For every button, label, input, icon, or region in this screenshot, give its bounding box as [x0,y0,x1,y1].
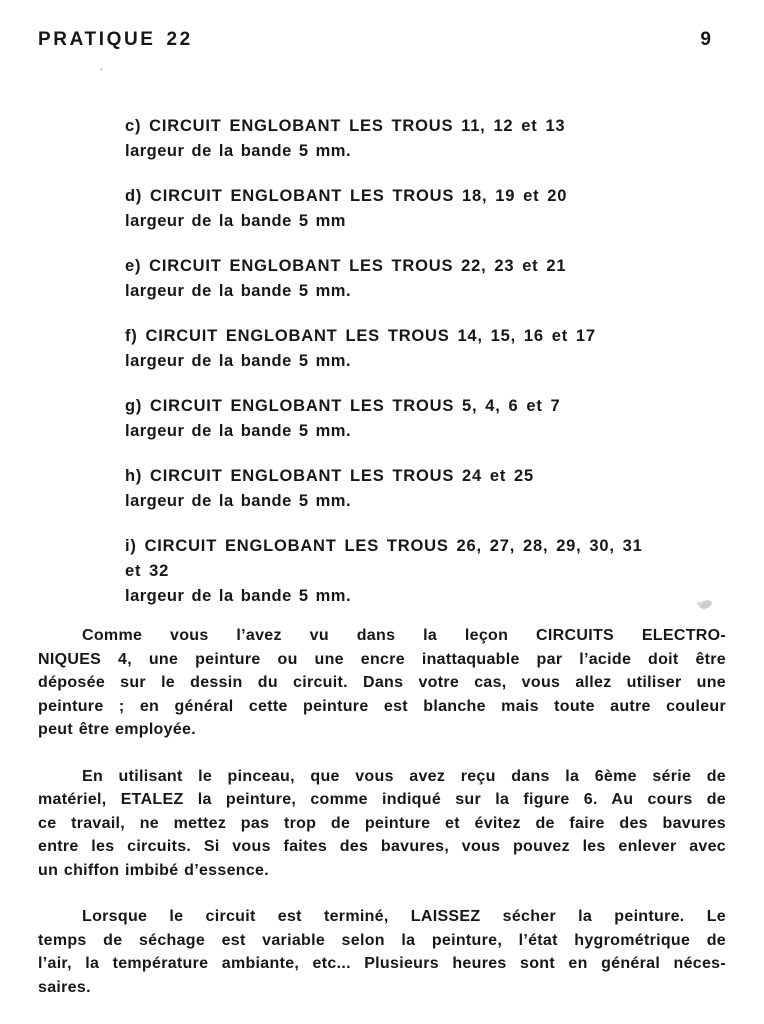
circuit-item-label: g) CIRCUIT ENGLOBANT LES TROUS 5, 4, 6 et 7 [125,397,561,415]
circuit-item-i [125,534,729,609]
circuit-item-d [125,184,729,234]
paragraph-drying: Lorsque le circuit est terminé, LAISSEZ sécher la peinture. Le temps de séchage est variable selon la peinture, l’état hygrométrique de l’air, la température ambiante, etc... Plusieurs heures sont en général néces- saires. [38,908,726,996]
circuit-list [125,114,729,609]
circuit-item-e [125,254,729,304]
circuit-item-h [125,464,729,514]
band-width-note: largeur de la bande 5 mm. [125,422,352,440]
circuit-item-label: e) CIRCUIT ENGLOBANT LES TROUS 22, 23 et 21 [125,257,567,275]
band-width-note: largeur de la bande 5 mm. [125,587,352,605]
band-width-note: largeur de la bande 5 mm. [125,142,352,160]
circuit-item-c [125,114,729,164]
paragraph-painting-intro: Comme vous l’avez vu dans la leçon CIRCUITS ELECTRO- NIQUES 4, une peinture ou une encre inattaquable par l’acide doit être déposée sur le dessin du circuit. Dans votre cas, vous allez utiliser une peinture ; en général cette peinture est blanche mais toute autre couleur peut être employée. [38,627,726,738]
band-width-note: largeur de la bande 5 mm [125,212,346,230]
body-text [38,624,726,999]
page-number: 9 [700,29,712,50]
page-title: PRATIQUE 22 [38,29,193,50]
band-width-note: largeur de la bande 5 mm. [125,352,352,370]
paragraph-brush-instructions: En utilisant le pinceau, que vous avez reçu dans la 6ème série de matériel, ETALEZ la peinture, comme indiqué sur la figure 6. Au cours de ce travail, ne mettez pas trop de peinture et évitez de faire des bavures entre les circuits. Si vous faites des bavures, vous pouvez les enlever avec un chiffon imbibé d’essence. [38,767,726,879]
circuit-item-f [125,324,729,374]
scan-dot-artifact [100,68,103,71]
band-width-note: largeur de la bande 5 mm. [125,282,352,300]
band-width-note: largeur de la bande 5 mm. [125,492,352,510]
circuit-item-label: f) CIRCUIT ENGLOBANT LES TROUS 14, 15, 16 et 17 [125,327,596,345]
circuit-item-label: d) CIRCUIT ENGLOBANT LES TROUS 18, 19 et 20 [125,187,568,205]
circuit-item-g [125,394,729,444]
page-header [0,0,764,52]
circuit-item-label: i) CIRCUIT ENGLOBANT LES TROUS 26, 27, 28, 29, 30, 31 et 32 [125,537,643,580]
circuit-item-label: h) CIRCUIT ENGLOBANT LES TROUS 24 et 25 [125,467,534,485]
circuit-item-label: c) CIRCUIT ENGLOBANT LES TROUS 11, 12 et 13 [125,117,566,135]
